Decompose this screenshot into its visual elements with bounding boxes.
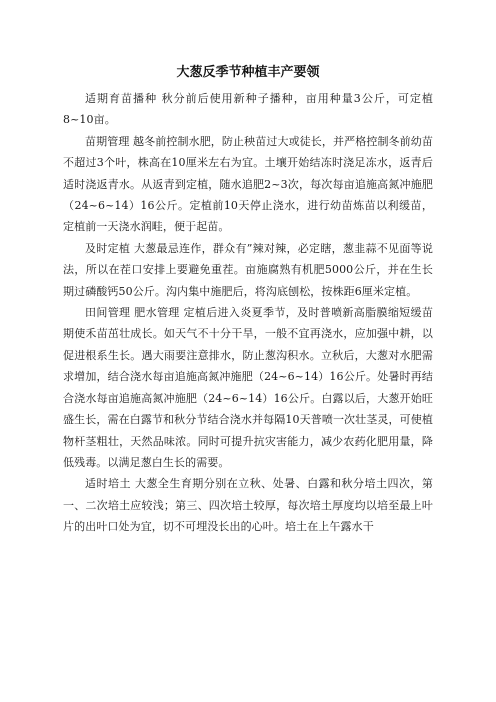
paragraph-field-management: 田间管理 肥水管理 定植后进入炎夏季节，及时普喷新高脂膜缩短缓苗期使禾苗茁壮成长。如天气不十分干旱，一般不宜再浇水，应加强中耕，以促进根系生长。遇大雨要注意排水，防止葱沟积水。立秋后，大葱对水肥需求增加，结合浇水每亩追施高氮冲施肥（24~6~14）16公斤。处暑时再结合浇水每亩追施高氮冲施肥（24~6~14）16公斤。白露以后，大葱开始旺盛生长，需在白露节和秋分节结合浇水并每隔10天普喷一次壮茎灵，可使植物杆茎粗壮，天然品味浓。同时可提升抗灾害能力，减少农药化肥用量，降低残毒。以满足葱白生长的需要。 bbox=[63, 306, 433, 469]
paragraph-earthing-up: 适时培土 大葱全生育期分别在立秋、处暑、白露和秋分培土四次，第一、二次培土应较浅；第三、四次培土较厚，每次培土厚度均以培至最上叶片的出叶口处为宜，切不可埋没长出的心叶。培土在上午露水干 bbox=[63, 477, 433, 534]
document-body bbox=[63, 88, 433, 538]
page-title: 大葱反季节种植丰产要领 bbox=[176, 65, 320, 80]
paragraph-transplanting: 及时定植 大葱最忌连作，群众有”辣对辣，必定瞎，葱韭蒜不见面等说法，所以在茬口安排上要避免重茬。亩施腐熟有机肥5000公斤，并在生长期过磷酸钙50公斤。沟内集中施肥后，将沟底刨松，按株距6厘米定植。 bbox=[63, 241, 433, 298]
paragraph-sowing: 适期育苗播种 秋分前后使用新种子播种，亩用种量3公斤，可定植8~10亩。 bbox=[63, 92, 433, 127]
paragraph-seedling-management: 苗期管理 越冬前控制水肥，防止秧苗过大或徒长，并严格控制冬前幼苗不超过3个叶，株高在10厘米左右为宜。土壤开始结冻时浇足冻水，返青后适时浇返青水。从返青到定植，随水追肥2~3次，每次每亩追施高氮冲施肥（24~6~14）16公斤。定植前10天停止浇水，进行幼苗炼苗以利缓苗，定植前一天浇水润畦，便于起苗。 bbox=[63, 134, 433, 234]
